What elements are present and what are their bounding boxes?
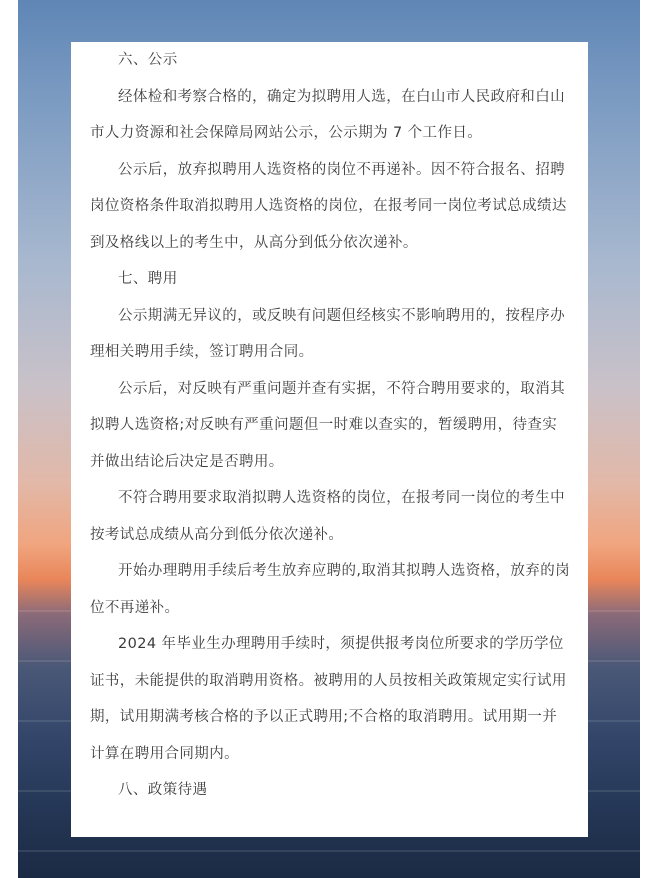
document-card (71, 42, 588, 837)
section-heading-employment: 七、聘用 (118, 271, 178, 287)
paragraph-serious-issues: 公示后，对反映有严重问题并查有实据，不符合聘用要求的，取消其拟聘人选资格;对反映有严重问题但一时难以查实的，暂缓聘用，待查实并做出结论后决定是否聘用。 (90, 380, 565, 470)
paragraph-replacement-rule: 公示后，放弃拟聘用人选资格的岗位不再递补。因不符合报名、招聘岗位资格条件取消拟聘用人选资格的岗位，在报考同一岗位考试总成绩达到及格线以上的考生中，从高分到低分依次递补。 (90, 161, 567, 251)
sea-wave (18, 850, 640, 852)
left-margin (0, 0, 18, 878)
right-margin (640, 0, 658, 878)
paragraph-employment-procedure: 公示期满无异议的，或反映有问题但经核实不影响聘用的，按程序办理相关聘用手续，签订聘用合同。 (90, 307, 565, 360)
paragraph-abandon-position: 开始办理聘用手续后考生放弃应聘的,取消其拟聘人选资格，放弃的岗位不再递补。 (90, 563, 571, 616)
section-heading-policy-benefits: 八、政策待遇 (118, 782, 208, 798)
paragraph-publicity-period: 经体检和考察合格的，确定为拟聘用人选，在白山市人民政府和白山市人力资源和社会保障局网站公示，公示期为 7 个工作日。 (90, 88, 565, 141)
paragraph-graduate-requirements: 2024 年毕业生办理聘用手续时，须提供报考岗位所要求的学历学位证书，未能提供的取消聘用资格。被聘用的人员按相关政策规定实行试用期，试用期满考核合格的予以正式聘用;不合格的取消聘用。试用期一并计算在聘用合同期内。 (90, 636, 567, 762)
paragraph-cancel-replacement: 不符合聘用要求取消拟聘人选资格的岗位，在报考同一岗位的考生中按考试总成绩从高分到低分依次递补。 (90, 490, 565, 543)
section-heading-publicity: 六、公示 (118, 52, 178, 68)
